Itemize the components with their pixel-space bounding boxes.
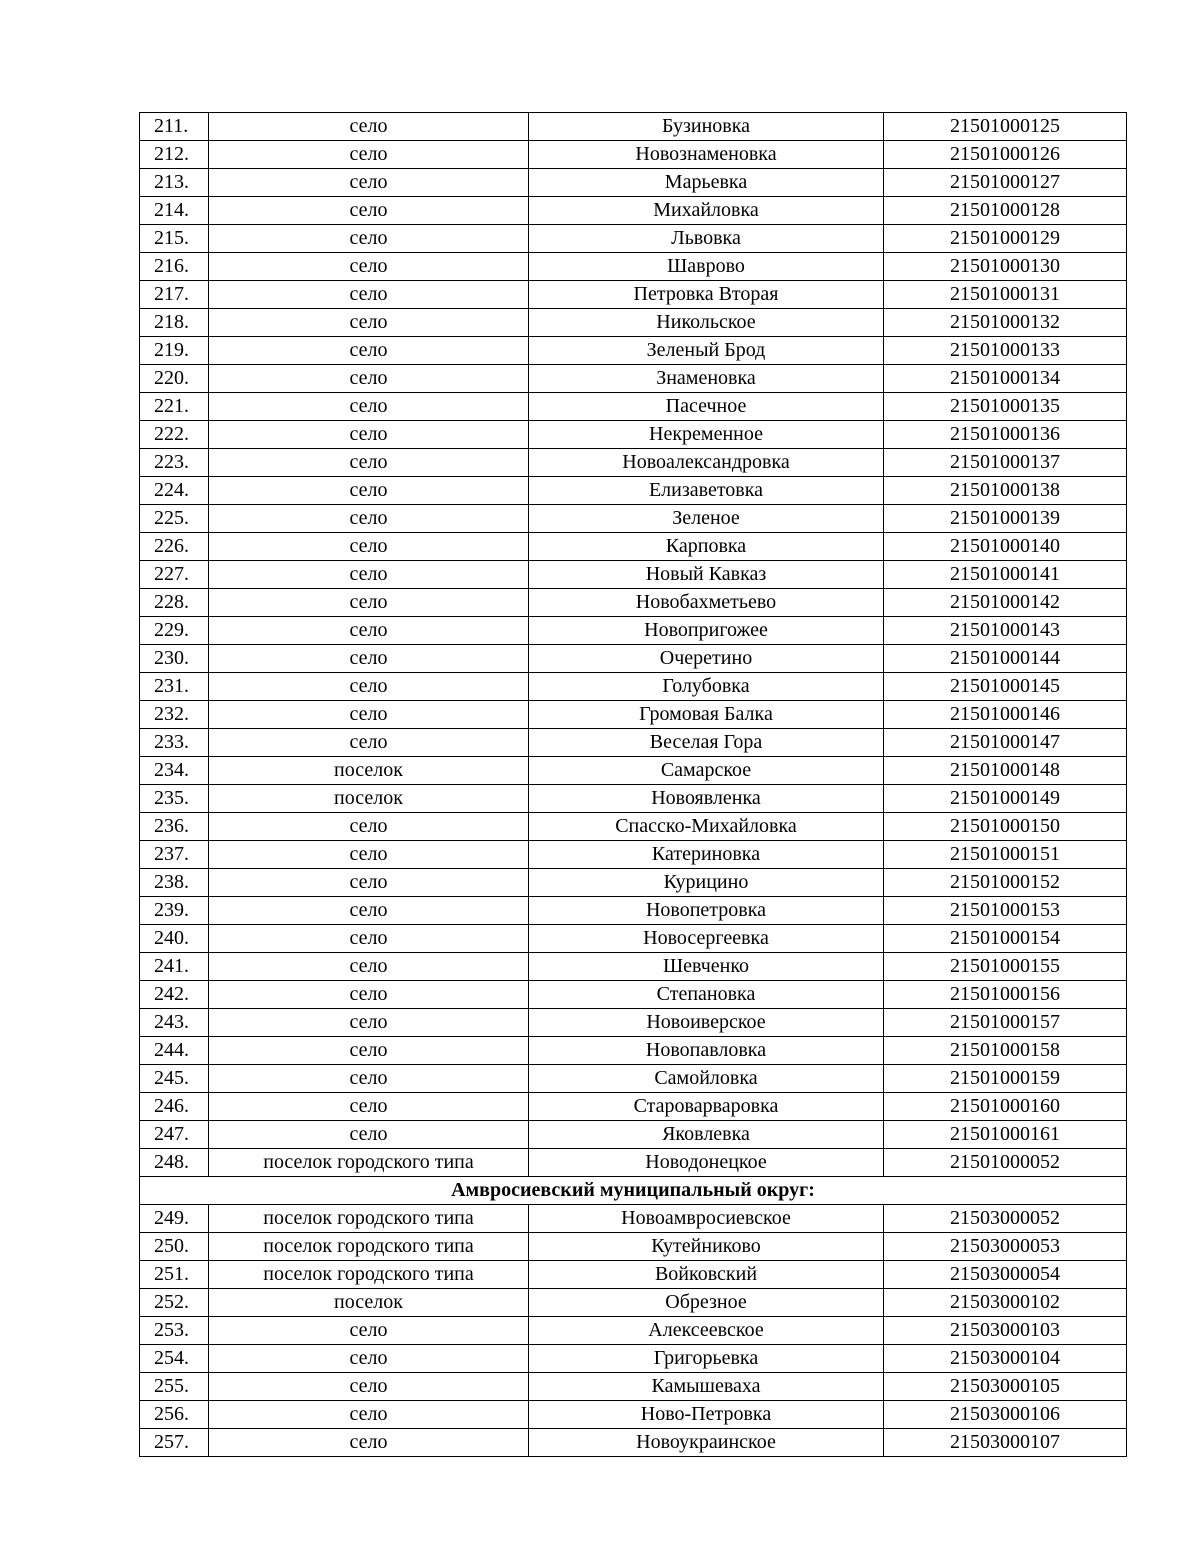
row-number-cell: 255. bbox=[140, 1373, 209, 1401]
settlement-type-cell: село bbox=[209, 589, 529, 617]
table-row bbox=[140, 1317, 1127, 1345]
table-row bbox=[140, 141, 1127, 169]
settlement-name-cell: Никольское bbox=[529, 309, 884, 337]
settlement-name-cell: Степановка bbox=[529, 981, 884, 1009]
settlement-type-cell: село bbox=[209, 981, 529, 1009]
table-row bbox=[140, 169, 1127, 197]
settlement-type-cell: село bbox=[209, 225, 529, 253]
table-row bbox=[140, 1401, 1127, 1429]
settlement-code-cell: 21501000146 bbox=[884, 701, 1127, 729]
settlement-code-cell: 21501000145 bbox=[884, 673, 1127, 701]
settlement-code-cell: 21503000102 bbox=[884, 1289, 1127, 1317]
row-number-cell: 219. bbox=[140, 337, 209, 365]
settlement-code-cell: 21503000052 bbox=[884, 1205, 1127, 1233]
table-row bbox=[140, 897, 1127, 925]
settlement-name-cell: Спасско-Михайловка bbox=[529, 813, 884, 841]
settlement-type-cell: поселок городского типа bbox=[209, 1233, 529, 1261]
table-row bbox=[140, 1121, 1127, 1149]
settlement-type-cell: село bbox=[209, 869, 529, 897]
settlement-type-cell: село bbox=[209, 645, 529, 673]
settlement-name-cell: Курицино bbox=[529, 869, 884, 897]
table-row bbox=[140, 1345, 1127, 1373]
settlement-type-cell: село bbox=[209, 421, 529, 449]
row-number-cell: 248. bbox=[140, 1149, 209, 1177]
settlement-code-cell: 21501000157 bbox=[884, 1009, 1127, 1037]
settlement-code-cell: 21501000139 bbox=[884, 505, 1127, 533]
settlement-code-cell: 21501000134 bbox=[884, 365, 1127, 393]
table-row bbox=[140, 1205, 1127, 1233]
settlement-code-cell: 21501000127 bbox=[884, 169, 1127, 197]
settlement-code-cell: 21501000144 bbox=[884, 645, 1127, 673]
settlement-code-cell: 21503000103 bbox=[884, 1317, 1127, 1345]
settlement-name-cell: Новоявленка bbox=[529, 785, 884, 813]
row-number-cell: 253. bbox=[140, 1317, 209, 1345]
row-number-cell: 237. bbox=[140, 841, 209, 869]
table-row bbox=[140, 421, 1127, 449]
settlement-type-cell: село bbox=[209, 1037, 529, 1065]
settlement-type-cell: село bbox=[209, 897, 529, 925]
row-number-cell: 221. bbox=[140, 393, 209, 421]
settlement-name-cell: Веселая Гора bbox=[529, 729, 884, 757]
table-row bbox=[140, 533, 1127, 561]
settlement-type-cell: село bbox=[209, 309, 529, 337]
settlement-code-cell: 21501000141 bbox=[884, 561, 1127, 589]
settlement-code-cell: 21501000140 bbox=[884, 533, 1127, 561]
row-number-cell: 222. bbox=[140, 421, 209, 449]
settlement-name-cell: Новопригожее bbox=[529, 617, 884, 645]
settlement-name-cell: Новоамвросиевское bbox=[529, 1205, 884, 1233]
settlement-code-cell: 21501000158 bbox=[884, 1037, 1127, 1065]
settlement-code-cell: 21501000135 bbox=[884, 393, 1127, 421]
settlement-type-cell: поселок городского типа bbox=[209, 1205, 529, 1233]
settlement-name-cell: Кутейниково bbox=[529, 1233, 884, 1261]
settlement-name-cell: Карповка bbox=[529, 533, 884, 561]
row-number-cell: 225. bbox=[140, 505, 209, 533]
table-row bbox=[140, 1093, 1127, 1121]
table-row bbox=[140, 953, 1127, 981]
settlement-type-cell: село bbox=[209, 281, 529, 309]
settlement-type-cell: село bbox=[209, 673, 529, 701]
settlement-name-cell: Знаменовка bbox=[529, 365, 884, 393]
table-row bbox=[140, 1037, 1127, 1065]
table-row bbox=[140, 701, 1127, 729]
row-number-cell: 212. bbox=[140, 141, 209, 169]
settlement-type-cell: село bbox=[209, 953, 529, 981]
settlement-type-cell: село bbox=[209, 701, 529, 729]
settlement-name-cell: Ново-Петровка bbox=[529, 1401, 884, 1429]
settlement-type-cell: село bbox=[209, 197, 529, 225]
row-number-cell: 234. bbox=[140, 757, 209, 785]
row-number-cell: 240. bbox=[140, 925, 209, 953]
settlement-name-cell: Громовая Балка bbox=[529, 701, 884, 729]
row-number-cell: 216. bbox=[140, 253, 209, 281]
table-row bbox=[140, 617, 1127, 645]
settlement-type-cell: село bbox=[209, 113, 529, 141]
table-row bbox=[140, 925, 1127, 953]
settlement-type-cell: село bbox=[209, 1345, 529, 1373]
table-row bbox=[140, 1149, 1127, 1177]
row-number-cell: 252. bbox=[140, 1289, 209, 1317]
table-row bbox=[140, 1261, 1127, 1289]
settlement-code-cell: 21501000155 bbox=[884, 953, 1127, 981]
table-row bbox=[140, 365, 1127, 393]
row-number-cell: 213. bbox=[140, 169, 209, 197]
table-row bbox=[140, 729, 1127, 757]
settlement-code-cell: 21503000053 bbox=[884, 1233, 1127, 1261]
row-number-cell: 226. bbox=[140, 533, 209, 561]
settlement-code-cell: 21503000104 bbox=[884, 1345, 1127, 1373]
row-number-cell: 245. bbox=[140, 1065, 209, 1093]
settlement-type-cell: поселок городского типа bbox=[209, 1261, 529, 1289]
settlement-code-cell: 21501000147 bbox=[884, 729, 1127, 757]
settlement-code-cell: 21501000138 bbox=[884, 477, 1127, 505]
settlement-name-cell: Самойловка bbox=[529, 1065, 884, 1093]
settlement-type-cell: село bbox=[209, 477, 529, 505]
settlement-code-cell: 21501000130 bbox=[884, 253, 1127, 281]
row-number-cell: 251. bbox=[140, 1261, 209, 1289]
settlement-type-cell: село bbox=[209, 393, 529, 421]
row-number-cell: 236. bbox=[140, 813, 209, 841]
settlement-name-cell: Новосергеевка bbox=[529, 925, 884, 953]
row-number-cell: 239. bbox=[140, 897, 209, 925]
table-body bbox=[140, 113, 1127, 1457]
row-number-cell: 250. bbox=[140, 1233, 209, 1261]
settlement-name-cell: Камышеваха bbox=[529, 1373, 884, 1401]
settlement-code-cell: 21501000052 bbox=[884, 1149, 1127, 1177]
row-number-cell: 214. bbox=[140, 197, 209, 225]
table-row bbox=[140, 757, 1127, 785]
table-row bbox=[140, 393, 1127, 421]
settlement-code-cell: 21503000054 bbox=[884, 1261, 1127, 1289]
settlement-code-cell: 21501000131 bbox=[884, 281, 1127, 309]
row-number-cell: 246. bbox=[140, 1093, 209, 1121]
settlement-name-cell: Григорьевка bbox=[529, 1345, 884, 1373]
settlement-name-cell: Новодонецкое bbox=[529, 1149, 884, 1177]
table-row bbox=[140, 505, 1127, 533]
row-number-cell: 227. bbox=[140, 561, 209, 589]
settlement-type-cell: село bbox=[209, 1093, 529, 1121]
settlement-name-cell: Зеленый Брод bbox=[529, 337, 884, 365]
row-number-cell: 238. bbox=[140, 869, 209, 897]
table-row bbox=[140, 253, 1127, 281]
settlement-type-cell: село bbox=[209, 365, 529, 393]
settlement-name-cell: Новопавловка bbox=[529, 1037, 884, 1065]
settlement-name-cell: Зеленое bbox=[529, 505, 884, 533]
table-row bbox=[140, 477, 1127, 505]
settlement-type-cell: село bbox=[209, 449, 529, 477]
settlement-type-cell: село bbox=[209, 617, 529, 645]
settlement-type-cell: село bbox=[209, 1401, 529, 1429]
settlement-code-cell: 21503000106 bbox=[884, 1401, 1127, 1429]
row-number-cell: 217. bbox=[140, 281, 209, 309]
settlement-type-cell: село bbox=[209, 1429, 529, 1457]
settlement-code-cell: 21501000137 bbox=[884, 449, 1127, 477]
settlement-name-cell: Марьевка bbox=[529, 169, 884, 197]
settlement-type-cell: село bbox=[209, 1373, 529, 1401]
table-row bbox=[140, 869, 1127, 897]
settlement-name-cell: Голубовка bbox=[529, 673, 884, 701]
settlement-code-cell: 21501000150 bbox=[884, 813, 1127, 841]
settlement-name-cell: Новопетровка bbox=[529, 897, 884, 925]
row-number-cell: 229. bbox=[140, 617, 209, 645]
settlement-type-cell: село bbox=[209, 505, 529, 533]
settlement-code-cell: 21501000132 bbox=[884, 309, 1127, 337]
settlement-name-cell: Петровка Вторая bbox=[529, 281, 884, 309]
settlement-code-cell: 21501000154 bbox=[884, 925, 1127, 953]
table-row bbox=[140, 589, 1127, 617]
settlement-code-cell: 21501000142 bbox=[884, 589, 1127, 617]
settlement-type-cell: село bbox=[209, 1121, 529, 1149]
settlement-code-cell: 21503000105 bbox=[884, 1373, 1127, 1401]
settlement-type-cell: село bbox=[209, 141, 529, 169]
settlement-type-cell: село bbox=[209, 253, 529, 281]
table-row bbox=[140, 197, 1127, 225]
row-number-cell: 254. bbox=[140, 1345, 209, 1373]
table-row bbox=[140, 1373, 1127, 1401]
settlement-type-cell: поселок bbox=[209, 757, 529, 785]
settlement-code-cell: 21501000128 bbox=[884, 197, 1127, 225]
settlement-type-cell: поселок городского типа bbox=[209, 1149, 529, 1177]
row-number-cell: 215. bbox=[140, 225, 209, 253]
table-row bbox=[140, 225, 1127, 253]
settlement-type-cell: село bbox=[209, 561, 529, 589]
row-number-cell: 231. bbox=[140, 673, 209, 701]
row-number-cell: 228. bbox=[140, 589, 209, 617]
settlement-code-cell: 21501000136 bbox=[884, 421, 1127, 449]
table-row bbox=[140, 281, 1127, 309]
settlement-name-cell: Новоалександровка bbox=[529, 449, 884, 477]
settlement-name-cell: Староварваровка bbox=[529, 1093, 884, 1121]
row-number-cell: 243. bbox=[140, 1009, 209, 1037]
settlement-name-cell: Войковский bbox=[529, 1261, 884, 1289]
settlement-code-cell: 21501000161 bbox=[884, 1121, 1127, 1149]
row-number-cell: 244. bbox=[140, 1037, 209, 1065]
row-number-cell: 257. bbox=[140, 1429, 209, 1457]
settlement-type-cell: поселок bbox=[209, 785, 529, 813]
row-number-cell: 211. bbox=[140, 113, 209, 141]
settlement-type-cell: село bbox=[209, 337, 529, 365]
settlement-name-cell: Катериновка bbox=[529, 841, 884, 869]
settlement-name-cell: Алексеевское bbox=[529, 1317, 884, 1345]
settlement-type-cell: село bbox=[209, 841, 529, 869]
settlement-type-cell: село bbox=[209, 1317, 529, 1345]
settlement-name-cell: Шевченко bbox=[529, 953, 884, 981]
row-number-cell: 220. bbox=[140, 365, 209, 393]
table-row bbox=[140, 1233, 1127, 1261]
row-number-cell: 224. bbox=[140, 477, 209, 505]
row-number-cell: 241. bbox=[140, 953, 209, 981]
row-number-cell: 233. bbox=[140, 729, 209, 757]
settlement-type-cell: поселок bbox=[209, 1289, 529, 1317]
table-row bbox=[140, 1429, 1127, 1457]
settlement-type-cell: село bbox=[209, 813, 529, 841]
settlement-code-cell: 21501000152 bbox=[884, 869, 1127, 897]
settlement-code-cell: 21501000156 bbox=[884, 981, 1127, 1009]
settlement-code-cell: 21501000159 bbox=[884, 1065, 1127, 1093]
settlement-name-cell: Новоукраинское bbox=[529, 1429, 884, 1457]
row-number-cell: 256. bbox=[140, 1401, 209, 1429]
settlement-code-cell: 21501000129 bbox=[884, 225, 1127, 253]
settlement-type-cell: село bbox=[209, 533, 529, 561]
settlement-name-cell: Шаврово bbox=[529, 253, 884, 281]
settlement-code-cell: 21501000151 bbox=[884, 841, 1127, 869]
settlement-name-cell: Яковлевка bbox=[529, 1121, 884, 1149]
settlement-code-cell: 21501000133 bbox=[884, 337, 1127, 365]
settlement-name-cell: Новознаменовка bbox=[529, 141, 884, 169]
settlement-name-cell: Пасечное bbox=[529, 393, 884, 421]
settlement-name-cell: Новый Кавказ bbox=[529, 561, 884, 589]
settlement-code-cell: 21501000125 bbox=[884, 113, 1127, 141]
row-number-cell: 249. bbox=[140, 1205, 209, 1233]
table-row bbox=[140, 981, 1127, 1009]
settlement-code-cell: 21501000153 bbox=[884, 897, 1127, 925]
row-number-cell: 218. bbox=[140, 309, 209, 337]
table-row bbox=[140, 337, 1127, 365]
table-row bbox=[140, 449, 1127, 477]
row-number-cell: 232. bbox=[140, 701, 209, 729]
settlements-table bbox=[139, 112, 1127, 1457]
table-row bbox=[140, 1065, 1127, 1093]
table-row bbox=[140, 309, 1127, 337]
table-row bbox=[140, 645, 1127, 673]
settlement-type-cell: село bbox=[209, 169, 529, 197]
settlement-name-cell: Михайловка bbox=[529, 197, 884, 225]
row-number-cell: 230. bbox=[140, 645, 209, 673]
table-row bbox=[140, 113, 1127, 141]
settlement-name-cell: Новобахметьево bbox=[529, 589, 884, 617]
settlement-type-cell: село bbox=[209, 1065, 529, 1093]
settlement-code-cell: 21501000148 bbox=[884, 757, 1127, 785]
settlement-code-cell: 21501000143 bbox=[884, 617, 1127, 645]
settlement-code-cell: 21503000107 bbox=[884, 1429, 1127, 1457]
settlement-name-cell: Самарское bbox=[529, 757, 884, 785]
settlement-name-cell: Елизаветовка bbox=[529, 477, 884, 505]
row-number-cell: 223. bbox=[140, 449, 209, 477]
settlement-name-cell: Обрезное bbox=[529, 1289, 884, 1317]
row-number-cell: 247. bbox=[140, 1121, 209, 1149]
table-row bbox=[140, 1289, 1127, 1317]
settlement-type-cell: село bbox=[209, 1009, 529, 1037]
settlement-code-cell: 21501000160 bbox=[884, 1093, 1127, 1121]
table-row bbox=[140, 841, 1127, 869]
table-row bbox=[140, 673, 1127, 701]
settlement-name-cell: Бузиновка bbox=[529, 113, 884, 141]
settlement-name-cell: Некременное bbox=[529, 421, 884, 449]
row-number-cell: 242. bbox=[140, 981, 209, 1009]
settlement-type-cell: село bbox=[209, 925, 529, 953]
settlement-name-cell: Львовка bbox=[529, 225, 884, 253]
table-row bbox=[140, 561, 1127, 589]
settlement-code-cell: 21501000126 bbox=[884, 141, 1127, 169]
table-row bbox=[140, 813, 1127, 841]
table-row bbox=[140, 785, 1127, 813]
settlement-name-cell: Новоиверское bbox=[529, 1009, 884, 1037]
row-number-cell: 235. bbox=[140, 785, 209, 813]
section-header-row bbox=[140, 1177, 1127, 1205]
settlement-name-cell: Очеретино bbox=[529, 645, 884, 673]
table-row bbox=[140, 1009, 1127, 1037]
section-title: Амвросиевский муниципальный округ: bbox=[140, 1177, 1127, 1205]
settlement-code-cell: 21501000149 bbox=[884, 785, 1127, 813]
settlement-type-cell: село bbox=[209, 729, 529, 757]
